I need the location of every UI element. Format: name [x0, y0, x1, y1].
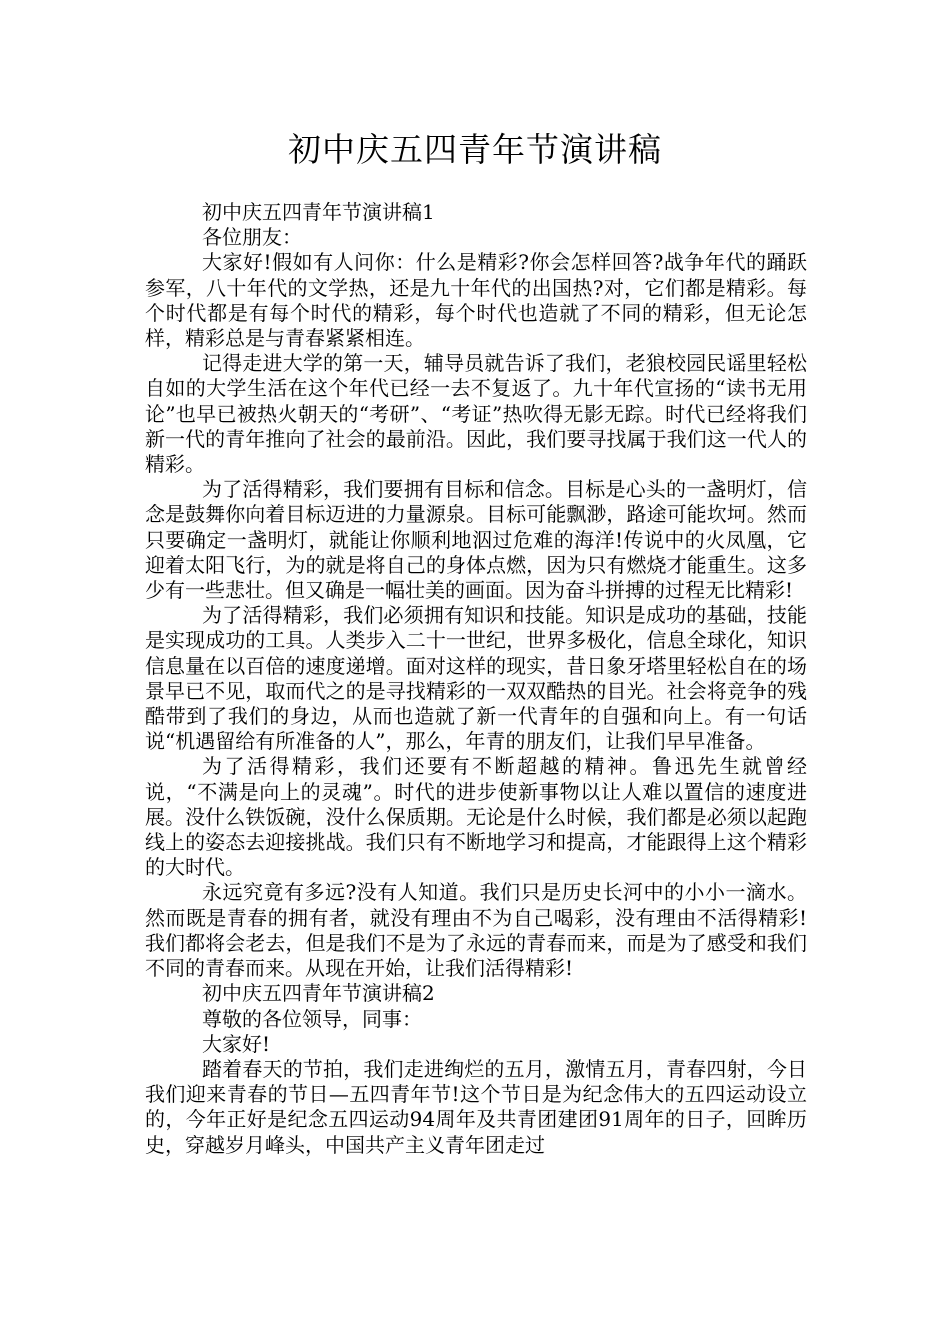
body-paragraph: 大家好!假如有人问你：什么是精彩?你会怎样回答?战争年代的踊跃参军，八十年代的文学热，还是九十年代的出国热?对，它们都是精彩。每个时代都是有每个时代的精彩，每个时代也造就了不同的精彩，但无论怎样，精彩总是与青春紧紧相连。	[145, 250, 807, 351]
greeting: 大家好!	[202, 1031, 271, 1056]
body-paragraph: 为了活得精彩，我们还要有不断超越的精神。鲁迅先生就曾经说，“不满是向上的灵魂”。时代的进步使新事物以让人难以置信的速度进展。没什么铁饭碗，没什么保质期。无论是什么时候，我们都是必须以起跑线上的姿态去迎接挑战。我们只有不断地学习和提高，才能跟得上这个精彩的大时代。	[145, 754, 807, 880]
body-paragraph: 记得走进大学的第一天，辅导员就告诉了我们，老狼校园民谣里轻松自如的大学生活在这个年代已经一去不复返了。九十年代宣扬的“读书无用论”也早已被热火朝天的“考研”、“考证”热吹得无影无踪。时代已经将我们新一代的青年推向了社会的最前沿。因此，我们要寻找属于我们这一代人的精彩。	[145, 351, 807, 477]
body-paragraph: 永远究竟有多远?没有人知道。我们只是历史长河中的小小一滴水。然而既是青春的拥有者，就没有理由不为自己喝彩，没有理由不活得精彩!我们都将会老去，但是我们不是为了永远的青春而来，而是为了感受和我们不同的青春而来。从现在开始，让我们活得精彩!	[145, 880, 807, 981]
section-heading-1: 初中庆五四青年节演讲稿1	[202, 200, 435, 224]
document-title: 初中庆五四青年节演讲稿	[288, 130, 662, 169]
body-paragraph: 为了活得精彩，我们要拥有目标和信念。目标是心头的一盏明灯，信念是鼓舞你向着目标迈进的力量源泉。目标可能飘渺，路途可能坎坷。然而只要确定一盏明灯，就能让你顺利地泅过危难的海洋!传说中的火凤凰，它迎着太阳飞行，为的就是将自己的身体点燃，因为只有燃烧才能重生。这多少有一些悲壮。但又确是一幅壮美的画面。因为奋斗拼搏的过程无比精彩!	[145, 477, 807, 603]
section-heading-2: 初中庆五四青年节演讲稿2	[202, 981, 435, 1006]
salutation: 尊敬的各位领导，同事：	[202, 1006, 422, 1031]
body-paragraph: 为了活得精彩，我们必须拥有知识和技能。知识是成功的基础，技能是实现成功的工具。人类步入二十一世纪，世界多极化，信息全球化，知识信息量在以百倍的速度递增。面对这样的现实，昔日象牙塔里轻松自在的场景早已不见，取而代之的是寻找精彩的一双双酷热的目光。社会将竞争的残酷带到了我们的身边，从而也造就了新一代青年的自强和向上。有一句话说“机遇留给有所准备的人”，那么，年青的朋友们，让我们早早准备。	[145, 603, 807, 754]
document-body	[145, 200, 807, 1158]
body-paragraph: 踏着春天的节拍，我们走进绚烂的五月，激情五月，青春四射，今日我们迎来青春的节日—五四青年节!这个节日是为纪念伟大的五四运动设立的，今年正好是纪念五四运动94周年及共青团建团91周年的日子，回眸历史，穿越岁月峰头，中国共产主义青年团走过	[145, 1056, 807, 1157]
salutation: 各位朋友：	[202, 225, 302, 250]
